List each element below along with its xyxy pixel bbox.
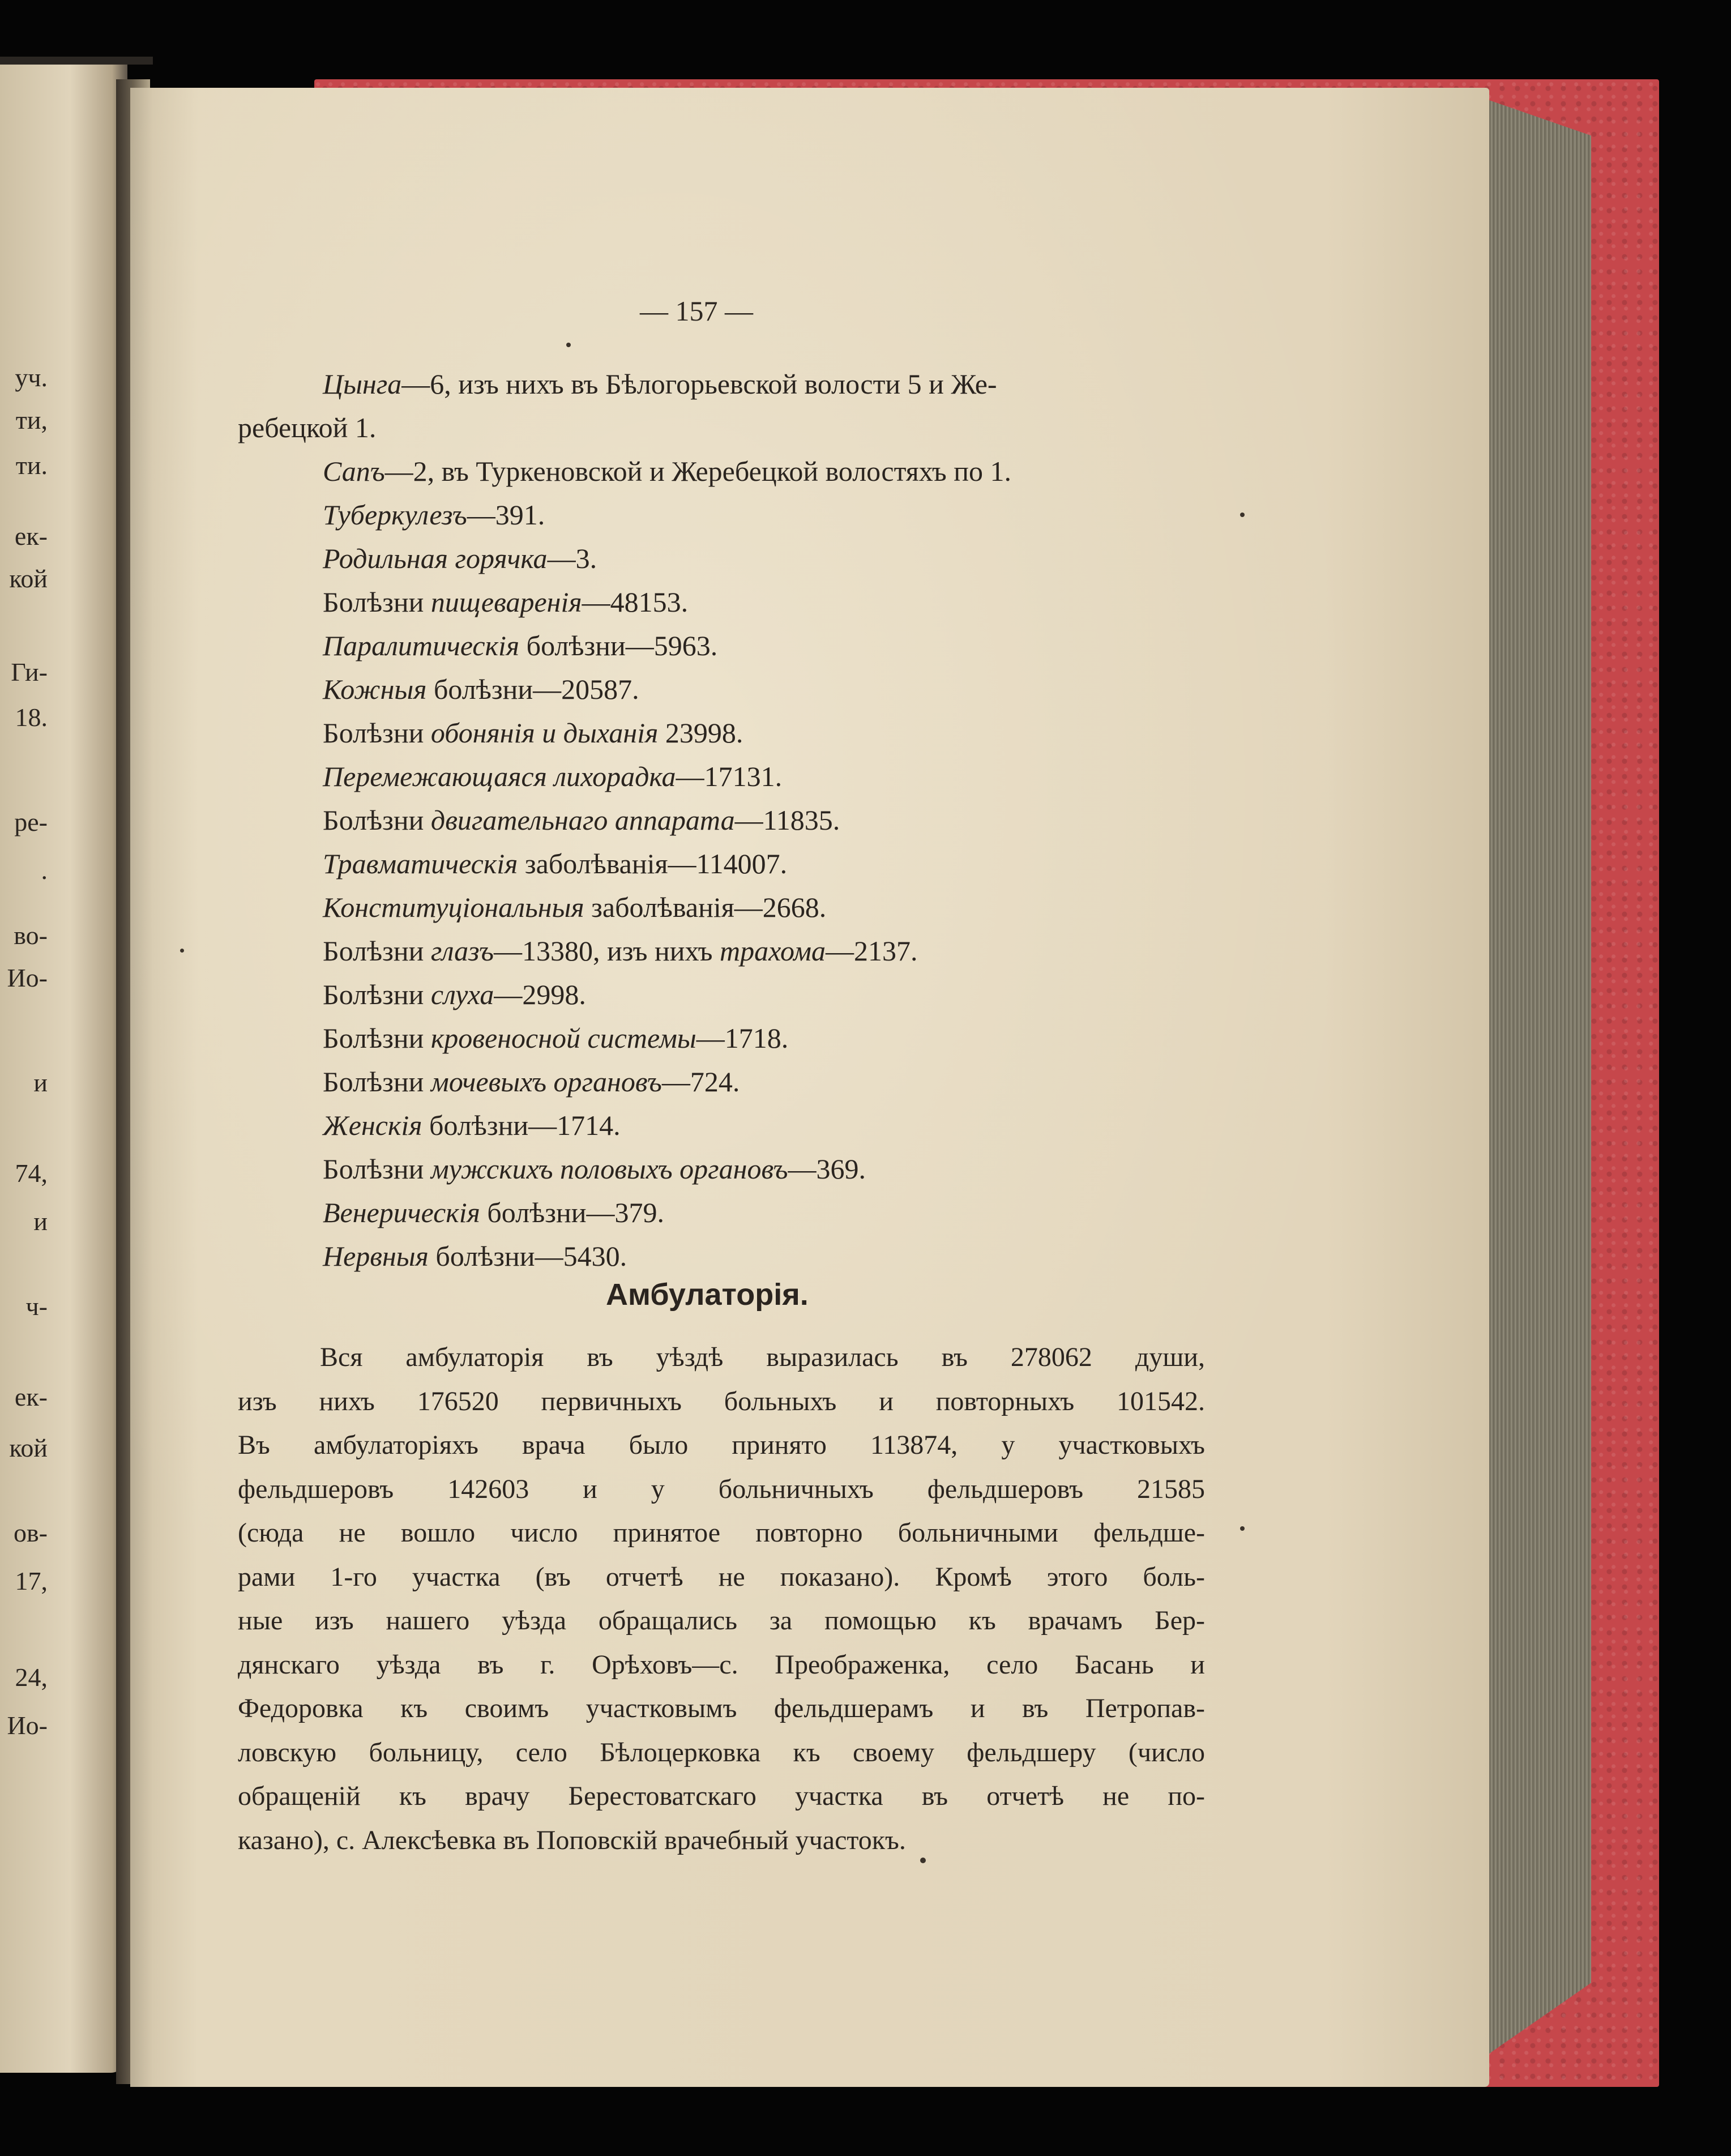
left-page-line: Ио- xyxy=(7,963,48,992)
print-speck xyxy=(1240,513,1245,517)
left-page-line: ре- xyxy=(14,808,48,836)
disease-entry xyxy=(238,1060,1212,1104)
section-heading: Амбулаторія. xyxy=(606,1278,809,1312)
entry-text: Болѣзни xyxy=(323,586,431,618)
disease-entry xyxy=(238,537,1212,580)
disease-entry xyxy=(238,493,1212,537)
entry-italic-text: Туберкулезъ xyxy=(323,499,467,531)
left-page xyxy=(0,57,127,2073)
entry-italic-text: обонянія и дыханія xyxy=(430,717,659,749)
entry-text: —2, въ Туркеновской и Жеребецкой волостяхъ по 1. xyxy=(384,455,1011,487)
entry-text: Болѣзни xyxy=(323,979,431,1010)
left-page-line: . xyxy=(41,856,48,885)
entry-italic-text: пищеваренія xyxy=(430,586,582,618)
disease-entry xyxy=(238,362,1212,406)
disease-entry xyxy=(238,973,1212,1017)
left-page-line: кой xyxy=(9,564,48,593)
entry-text: —2998. xyxy=(494,979,586,1010)
entry-text: Болѣзни xyxy=(323,1066,431,1098)
entry-italic-text: Венерическія xyxy=(323,1197,480,1228)
page-edges xyxy=(1478,96,1591,2061)
entry-italic-text: кровеносной системы xyxy=(430,1022,696,1054)
left-page-line: 24, xyxy=(15,1663,48,1692)
entry-text: —369. xyxy=(788,1153,866,1185)
page-number: — 157 — xyxy=(640,295,753,327)
entry-text: болѣзни—5430. xyxy=(428,1240,627,1272)
left-page-line: 74, xyxy=(15,1159,48,1188)
paragraph-line: ные изъ нашего уѣзда обращались за помощью къ врачамъ Бер- xyxy=(238,1606,1205,1636)
disease-entry xyxy=(238,1104,1212,1147)
disease-entry xyxy=(238,1147,1212,1191)
entry-italic-text: мужскихъ половыхъ органовъ xyxy=(430,1153,788,1185)
entry-italic-text: Паралитическія xyxy=(323,630,520,661)
disease-entry xyxy=(238,624,1212,668)
disease-entry xyxy=(238,842,1212,886)
print-speck xyxy=(566,343,571,347)
entry-text: Болѣзни xyxy=(323,935,431,967)
left-page-line: ти. xyxy=(15,451,48,480)
entry-text: Болѣзни xyxy=(323,1153,431,1185)
left-page-line: кой xyxy=(9,1433,48,1462)
left-page-line: ти, xyxy=(15,405,48,434)
entry-text: —391. xyxy=(467,499,545,531)
entry-text: болѣзни—20587. xyxy=(426,673,639,705)
paragraph-line: изъ нихъ 176520 первичныхъ больныхъ и повторныхъ 101542. xyxy=(238,1386,1205,1416)
left-page-line: 18. xyxy=(15,703,48,732)
left-page-line: ек- xyxy=(14,1382,48,1411)
disease-entry xyxy=(238,755,1212,799)
entry-italic-text: глазъ xyxy=(430,935,494,967)
paragraph-line: Въ амбулаторіяхъ врача было принято 113874, у участковыхъ xyxy=(238,1430,1205,1460)
left-page-shadow xyxy=(0,57,153,65)
paragraph-line: ловскую больницу, село Бѣлоцерковка къ своему фельдшеру (число xyxy=(238,1737,1205,1768)
entry-italic-text: двигательнаго аппарата xyxy=(430,804,735,836)
paragraph-line: дянскаго уѣзда въ г. Орѣховъ—с. Преображенка, село Басань и xyxy=(238,1649,1205,1680)
disease-entry xyxy=(238,1191,1212,1235)
paragraph-line: Федоровка къ своимъ участковымъ фельдшерамъ и въ Петропав- xyxy=(238,1693,1205,1723)
entry-text: —6, изъ нихъ въ Бѣлогорьевской волости 5 и Же- xyxy=(401,368,997,400)
paragraph-line: рами 1-го участка (въ отчетѣ не показано). Кромѣ этого боль- xyxy=(238,1561,1205,1592)
entry-text: заболѣванія—2668. xyxy=(584,891,827,923)
entry-text: —13380, изъ нихъ xyxy=(493,935,720,967)
entry-text: ребецкой 1. xyxy=(238,412,377,443)
entry-italic-text: Цынга xyxy=(323,368,402,400)
left-page-line: Ги- xyxy=(11,658,48,686)
print-speck xyxy=(920,1858,926,1863)
disease-entry xyxy=(238,711,1212,755)
left-page-line: и xyxy=(33,1207,48,1236)
entry-text: —11835. xyxy=(734,804,840,836)
disease-entry xyxy=(238,450,1212,493)
disease-entry xyxy=(238,929,1212,973)
entry-text: —724. xyxy=(661,1066,740,1098)
entry-text: Болѣзни xyxy=(323,804,431,836)
entry-italic-text: Женскія xyxy=(323,1109,422,1141)
entry-italic-text: Перемежающаяся лихорадка xyxy=(323,761,676,792)
entry-italic-text: Конституціональныя xyxy=(323,891,584,923)
ambulatory-paragraph xyxy=(238,1335,1205,1862)
paragraph-line: казано), с. Алексѣевка въ Поповскій врачебный участокъ. xyxy=(238,1825,906,1855)
entry-italic-text: слуха xyxy=(430,979,494,1010)
entry-text: болѣзни—379. xyxy=(480,1197,664,1228)
disease-entry xyxy=(238,799,1212,842)
left-page-line: и xyxy=(33,1068,48,1097)
entry-italic-text: Родильная горячка xyxy=(323,543,548,574)
paragraph-line: Вся амбулаторія въ уѣздѣ выразилась въ 278062 души, xyxy=(320,1342,1205,1372)
left-page-line: ов- xyxy=(13,1518,48,1547)
print-speck xyxy=(180,949,184,953)
entry-text: болѣзни—1714. xyxy=(422,1109,621,1141)
paragraph-line: обращеній къ врачу Берестоватскаго участка въ отчетѣ не по- xyxy=(238,1781,1205,1811)
entry-text: Болѣзни xyxy=(323,717,431,749)
paragraph-line: (сюда не вошло число принятое повторно больничными фельдше- xyxy=(238,1518,1205,1548)
entry-text: Болѣзни xyxy=(323,1022,431,1054)
disease-list xyxy=(238,362,1212,1278)
entry-text: —2137. xyxy=(826,935,918,967)
print-speck xyxy=(1240,1526,1245,1531)
left-page-line: ч- xyxy=(25,1292,48,1321)
paragraph-line: фельдшеровъ 142603 и у больничныхъ фельдшеровъ 21585 xyxy=(238,1474,1205,1504)
entry-italic-text: Травматическія xyxy=(323,848,518,880)
disease-entry xyxy=(238,580,1212,624)
entry-italic-text: трахома xyxy=(719,935,826,967)
disease-entry xyxy=(238,886,1212,929)
entry-text: —48153. xyxy=(582,586,689,618)
disease-entry xyxy=(238,1235,1212,1278)
left-page-line: ек- xyxy=(14,522,48,550)
entry-italic-text: Нервныя xyxy=(323,1240,429,1272)
entry-text: болѣзни—5963. xyxy=(519,630,718,661)
left-page-line: уч. xyxy=(15,363,48,392)
left-page-line: Ио- xyxy=(7,1711,48,1740)
entry-text: —17131. xyxy=(676,761,783,792)
disease-entry xyxy=(238,406,1212,450)
entry-text: заболѣванія—114007. xyxy=(518,848,788,880)
left-page-line: 17, xyxy=(15,1566,48,1595)
entry-italic-text: мочевыхъ органовъ xyxy=(430,1066,662,1098)
entry-text: 23998. xyxy=(658,717,743,749)
entry-text: —3. xyxy=(547,543,597,574)
entry-text: —1718. xyxy=(696,1022,789,1054)
entry-italic-text: Сапъ xyxy=(323,455,385,487)
entry-italic-text: Кожныя xyxy=(323,673,427,705)
disease-entry xyxy=(238,668,1212,711)
disease-entry xyxy=(238,1017,1212,1060)
left-page-line: во- xyxy=(14,921,48,950)
